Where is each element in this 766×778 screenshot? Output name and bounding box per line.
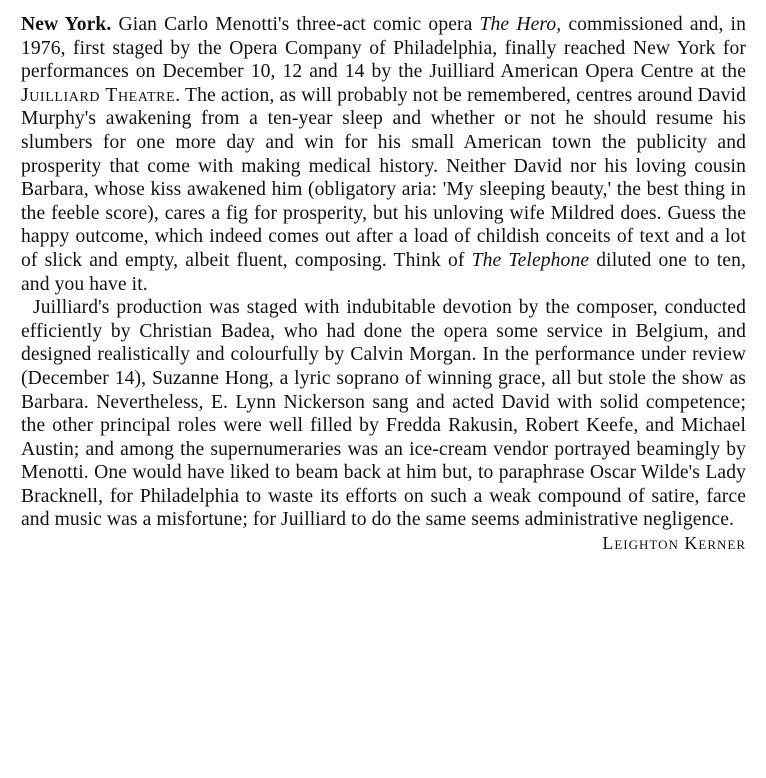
paragraph-1-text-c: . The action, as will probably not be remembered, centres around David Murphy's awakening from a ten-year sleep and whether or not he should resume his slumbers for one more day and win for his small American town the publicity and prosperity that come with making medical history. Neither David nor his loving cousin Barbara, whose kiss awakened him (obligatory aria: 'My sleeping beauty,' the best thing in the feeble score), cares a fig for prosperity, but his unloving wife Mildred does. Guess the happy outcome, which indeed comes out after a load of childish conceits of text and a lot of slick and empty, albeit fluent, composing. Think of bbox=[21, 84, 746, 271]
paragraph-1-text-d: diluted one to ten, and you have it. bbox=[21, 249, 746, 295]
opera-title-the-telephone: The Telephone bbox=[471, 249, 590, 271]
paragraph-2 bbox=[21, 296, 746, 556]
paragraph-1 bbox=[21, 13, 746, 296]
dateline: New York. bbox=[21, 14, 112, 35]
opera-title-the-hero: The Hero, bbox=[479, 14, 562, 35]
paragraph-1-text-b: commissioned and, in 1976, first staged by the Opera Company of Philadelphia, finally reached New York for performances on December 10, 12 and 14 by the Juilliard American Opera Centre at the bbox=[21, 14, 746, 83]
venue-name: Juilliard Theatre bbox=[21, 84, 176, 106]
paragraph-2-text: Juilliard's production was staged with indubitable devotion by the composer, conducted efficiently by Christian Badea, who had done the opera some service in Belgium, and designed realistically and colourfully by Calvin Morgan. In the performance under review (December 14), Suzanne Hong, a lyric soprano of winning grace, all but stole the show as Barbara. Nevertheless, E. Lynn Nickerson sang and acted David with solid competence; the other principal roles were well filled by Fredda Rakusin, Robert Keefe, and Michael Austin; and among the supernumeraries was an ice-cream vendor portrayed beamingly by Menotti. One would have liked to beam back at him but, to paraphrase Oscar Wilde's Lady Bracknell, for Philadelphia to waste its efforts on such a weak compound of satire, farce and music was a misfortune; for Juilliard to do the same seems administrative negligence. bbox=[21, 297, 746, 531]
article bbox=[21, 13, 746, 556]
byline: Leighton Kerner bbox=[602, 533, 746, 554]
paragraph-1-text-a: Gian Carlo Menotti's three-act comic opera bbox=[111, 14, 480, 35]
